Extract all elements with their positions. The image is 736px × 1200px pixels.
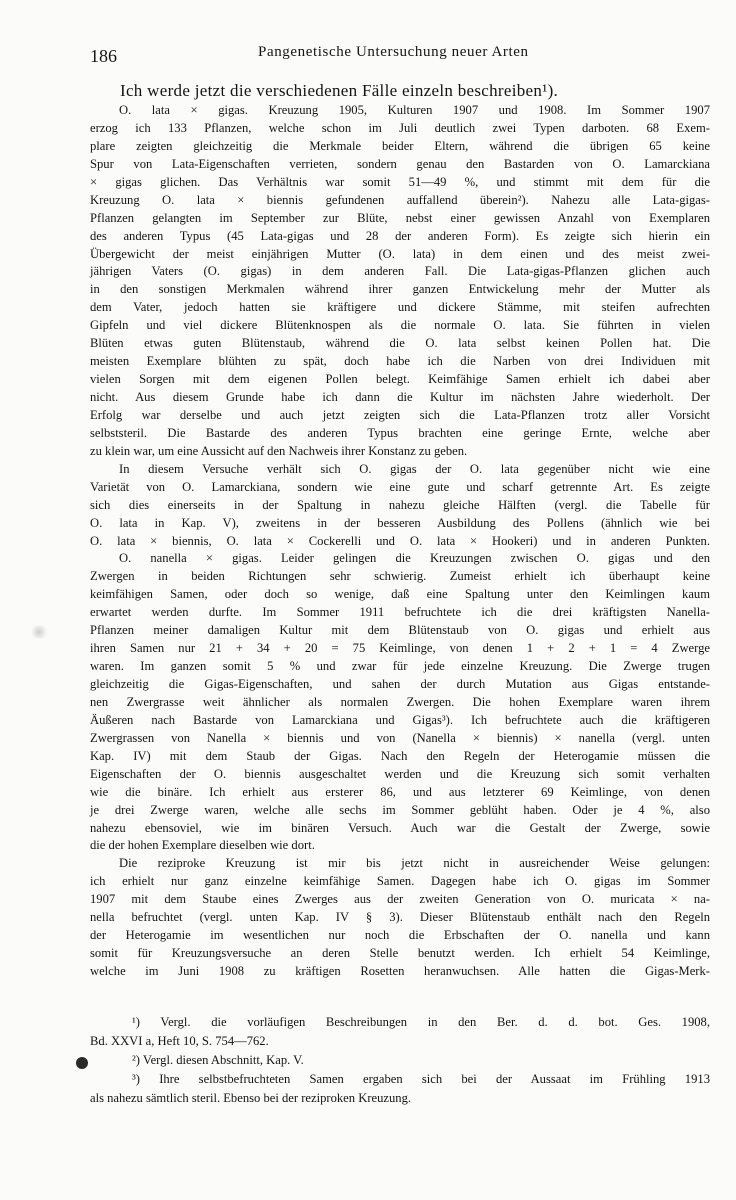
text-line: wie die binäre. Ich erhielt aus ersterer 86, und aus letzterer 69 Keimlinge, von denen <box>90 784 710 799</box>
paper-stain <box>30 625 48 639</box>
text-line: O. lata in Kap. V), zweitens in der besseren Ausbildung des Pollens (ähnlich wie bei <box>90 515 710 530</box>
text-line: O. lata × biennis, O. lata × Cockerelli und O. lata × Hookeri) und in anderen Punkten. <box>90 533 710 548</box>
text-line: vielen Sorgen mit dem eigenen Pollen belegt. Keimfähige Samen erhielt ich dabei aber <box>90 372 710 387</box>
text-line: gleichzeitig die Gigas-Eigenschaften, und sahen der durch Mutation aus Gigas entstande- <box>90 677 710 691</box>
ink-blot <box>76 1057 88 1069</box>
text-line: Äußeren nach Bastarde von Lamarckiana und Gigas³). Ich befruchtete auch die kräftigeren <box>90 712 710 727</box>
text-line: Pflanzen meiner damaligen Kultur mit dem Blütenstaub von O. gigas und erhielt aus <box>90 623 710 638</box>
text-line: somit für Kreuzungsversuche an deren Stelle benutzt werden. Ich erhielt 54 Keimlinge, <box>90 946 710 961</box>
running-title: Pangenetische Untersuchung neuer Arten <box>258 44 529 60</box>
text-line: erwartet werden durfte. Im Sommer 1911 befruchtete ich die drei kräftigsten Nanella- <box>90 605 710 620</box>
text-line: Übergewicht der meist einjährigen Mutter (O. lata) in dem einen und des meist zwei- <box>90 246 710 261</box>
text-line: Spur von Lata-Eigenschaften verrieten, sondern genau den Bastarden von O. Lamarckiana <box>90 156 710 171</box>
text-line: jährigen Vaters (O. gigas) in dem anderen Fall. Die Lata-gigas-Pflanzen glichen auch <box>90 264 710 279</box>
page-number: 186 <box>90 46 117 66</box>
text-line: waren. Im ganzen somit 5 % und zwar für jede einzelne Kreuzung. Die Zwerge trugen <box>90 659 710 674</box>
footnote-line: ¹) Vergl. die vorläufigen Beschreibungen in den Ber. d. d. bot. Ges. 1908, <box>132 1015 710 1029</box>
text-line: 1907 mit dem Staube eines Zwerges aus der zweiten Generation von O. muricata × na- <box>90 892 710 907</box>
text-line: O. lata × gigas. Kreuzung 1905, Kulturen 1907 und 1908. Im Sommer 1907 <box>119 103 710 117</box>
text-line: O. nanella × gigas. Leider gelingen die Kreuzungen zwischen O. gigas und den <box>119 551 710 566</box>
text-line: Blüten etwas guten Blütenstaub, während die O. lata selbst keinen Pollen hat. Die <box>90 336 710 351</box>
footnote-line: Bd. XXVI a, Heft 10, S. 754—762. <box>90 1034 269 1048</box>
text-line: × gigas glichen. Das Verhältnis war somit 51—49 %, und stimmt mit dem für die <box>90 174 710 189</box>
footnotes <box>90 1013 710 1108</box>
running-head <box>90 44 710 70</box>
text-line: Die reziproke Kreuzung ist mir bis jetzt nicht in ausreichender Weise gelungen: <box>119 856 710 871</box>
text-line: Kreuzung O. lata × biennis gefundenen auffallend überein²). Nahezu alle Lata-gigas- <box>90 192 710 207</box>
footnote-line: ³) Ihre selbstbefruchteten Samen ergaben sich bei der Aussaat im Frühling 1913 <box>132 1072 710 1086</box>
text-line: Pflanzen gelangten im September zur Blüte, nebst einer gewissen Anzahl von Exemplaren <box>90 210 710 225</box>
text-line: ich erhielt nur ganz einzelne keimfähige Samen. Dagegen habe ich O. gigas im Sommer <box>90 874 710 889</box>
text-line: keimfähigen Samen, oder doch so wenige, daß eine Spaltung unter den Keimlingen kaum <box>90 587 710 602</box>
text-line: meisten Exemplare blühten zu spät, doch habe ich die Narben von drei Individuen mit <box>90 354 710 369</box>
text-line: nen Zwergrasse weit ähnlicher als normalen Zwergen. Die hohen Exemplare waren ihrem <box>90 694 710 709</box>
text-line: der Heterogamie im wesentlichen nur noch die Erbschaften der O. nanella und kann <box>90 928 710 943</box>
text-line: In diesem Versuche verhält sich O. gigas der O. lata gegenüber nicht wie eine <box>119 461 710 476</box>
text-line: Gipfeln und viel dickere Blütenknospen als die normale O. lata. Sie führten in vielen <box>90 318 710 333</box>
text-line: nella befruchtet (vergl. unten Kap. IV § 3). Dieser Blütenstaub enthält nach den Regeln <box>90 910 710 925</box>
footnote-line: als nahezu sämtlich steril. Ebenso bei der reziproken Kreuzung. <box>90 1091 412 1105</box>
text-line: dem Vater, jedoch hatten sie kräftigere und dickere Stämme, mit steifen aufrechten <box>90 300 710 315</box>
text-line: die der hohen Exemplare dieselben wie dort. <box>90 838 315 853</box>
body-text <box>90 80 710 981</box>
text-line: Varietät von O. Lamarckiana, sondern wie eine gute und scharf getrennte Art. Es zeigte <box>90 479 710 494</box>
text-line: sich dies einerseits in der Spaltung in nahezu gleiche Hälften (vergl. die Tabelle für <box>90 497 710 512</box>
text-line: Kap. IV) mit dem Staub der Gigas. Nach den Regeln der Heterogamie müssen die <box>90 748 710 763</box>
text-line: Eigenschaften der O. biennis ausgeschaltet werden und die Kreuzung sich somit verhalten <box>90 766 710 781</box>
text-line: Ich werde jetzt die verschiedenen Fälle einzeln beschreiben¹). <box>120 81 559 100</box>
text-line: plare zeigten gleichzeitig die Merkmale beider Eltern, während die übrigen 65 keine <box>90 138 710 153</box>
text-line: selbststeril. Die Bastarde des anderen Typus brachten eine geringe Ernte, welche aber <box>90 425 710 440</box>
text-line: in den sonstigen Merkmalen während ihrer ganzen Entwickelung mehr der Mutter als <box>90 282 710 297</box>
text-line: des anderen Typus (45 Lata-gigas und 28 der anderen Form). Es zeigte sich hierin ein <box>90 228 710 243</box>
text-line: je drei Zwerge waren, welche alle sechs im Sommer geblüht haben. Oder je 4 %, also <box>90 802 710 817</box>
text-line: erzog ich 133 Pflanzen, welche schon im Juli deutlich zwei Typen darboten. 68 Exem- <box>90 120 710 135</box>
text-line: nicht. Aus diesem Grunde habe ich dann die Kultur im nächsten Jahre wiederholt. Der <box>90 390 710 404</box>
text-line: ihren Samen nur 21 + 34 + 20 = 75 Keimlinge, von denen 1 + 2 + 1 = 4 Zwerge <box>90 641 710 656</box>
text-line: zu klein war, um eine Aussicht auf den Nachweis ihrer Konstanz zu geben. <box>90 443 468 458</box>
text-line: Zwergrassen von Nanella × biennis und von (Nanella × biennis) × nanella (vergl. unten <box>90 730 710 745</box>
footnote-line: ²) Vergl. diesen Abschnitt, Kap. V. <box>132 1053 304 1067</box>
text-line: Erfolg war derselbe und auch jetzt zeigten sich die Lata-Pflanzen trotz aller Vorsicht <box>90 407 710 422</box>
text-line: Zwergen in beiden Richtungen sehr schwierig. Zumeist erhielt ich überhaupt keine <box>90 569 710 584</box>
text-line: welche im Juni 1908 zu kräftigen Rosetten heranwuchsen. Alle hatten die Gigas-Merk- <box>90 964 710 978</box>
text-line: nahezu ebensoviel, wie im binären Versuch. Auch war die Gestalt der Zwerge, sowie <box>90 820 710 835</box>
